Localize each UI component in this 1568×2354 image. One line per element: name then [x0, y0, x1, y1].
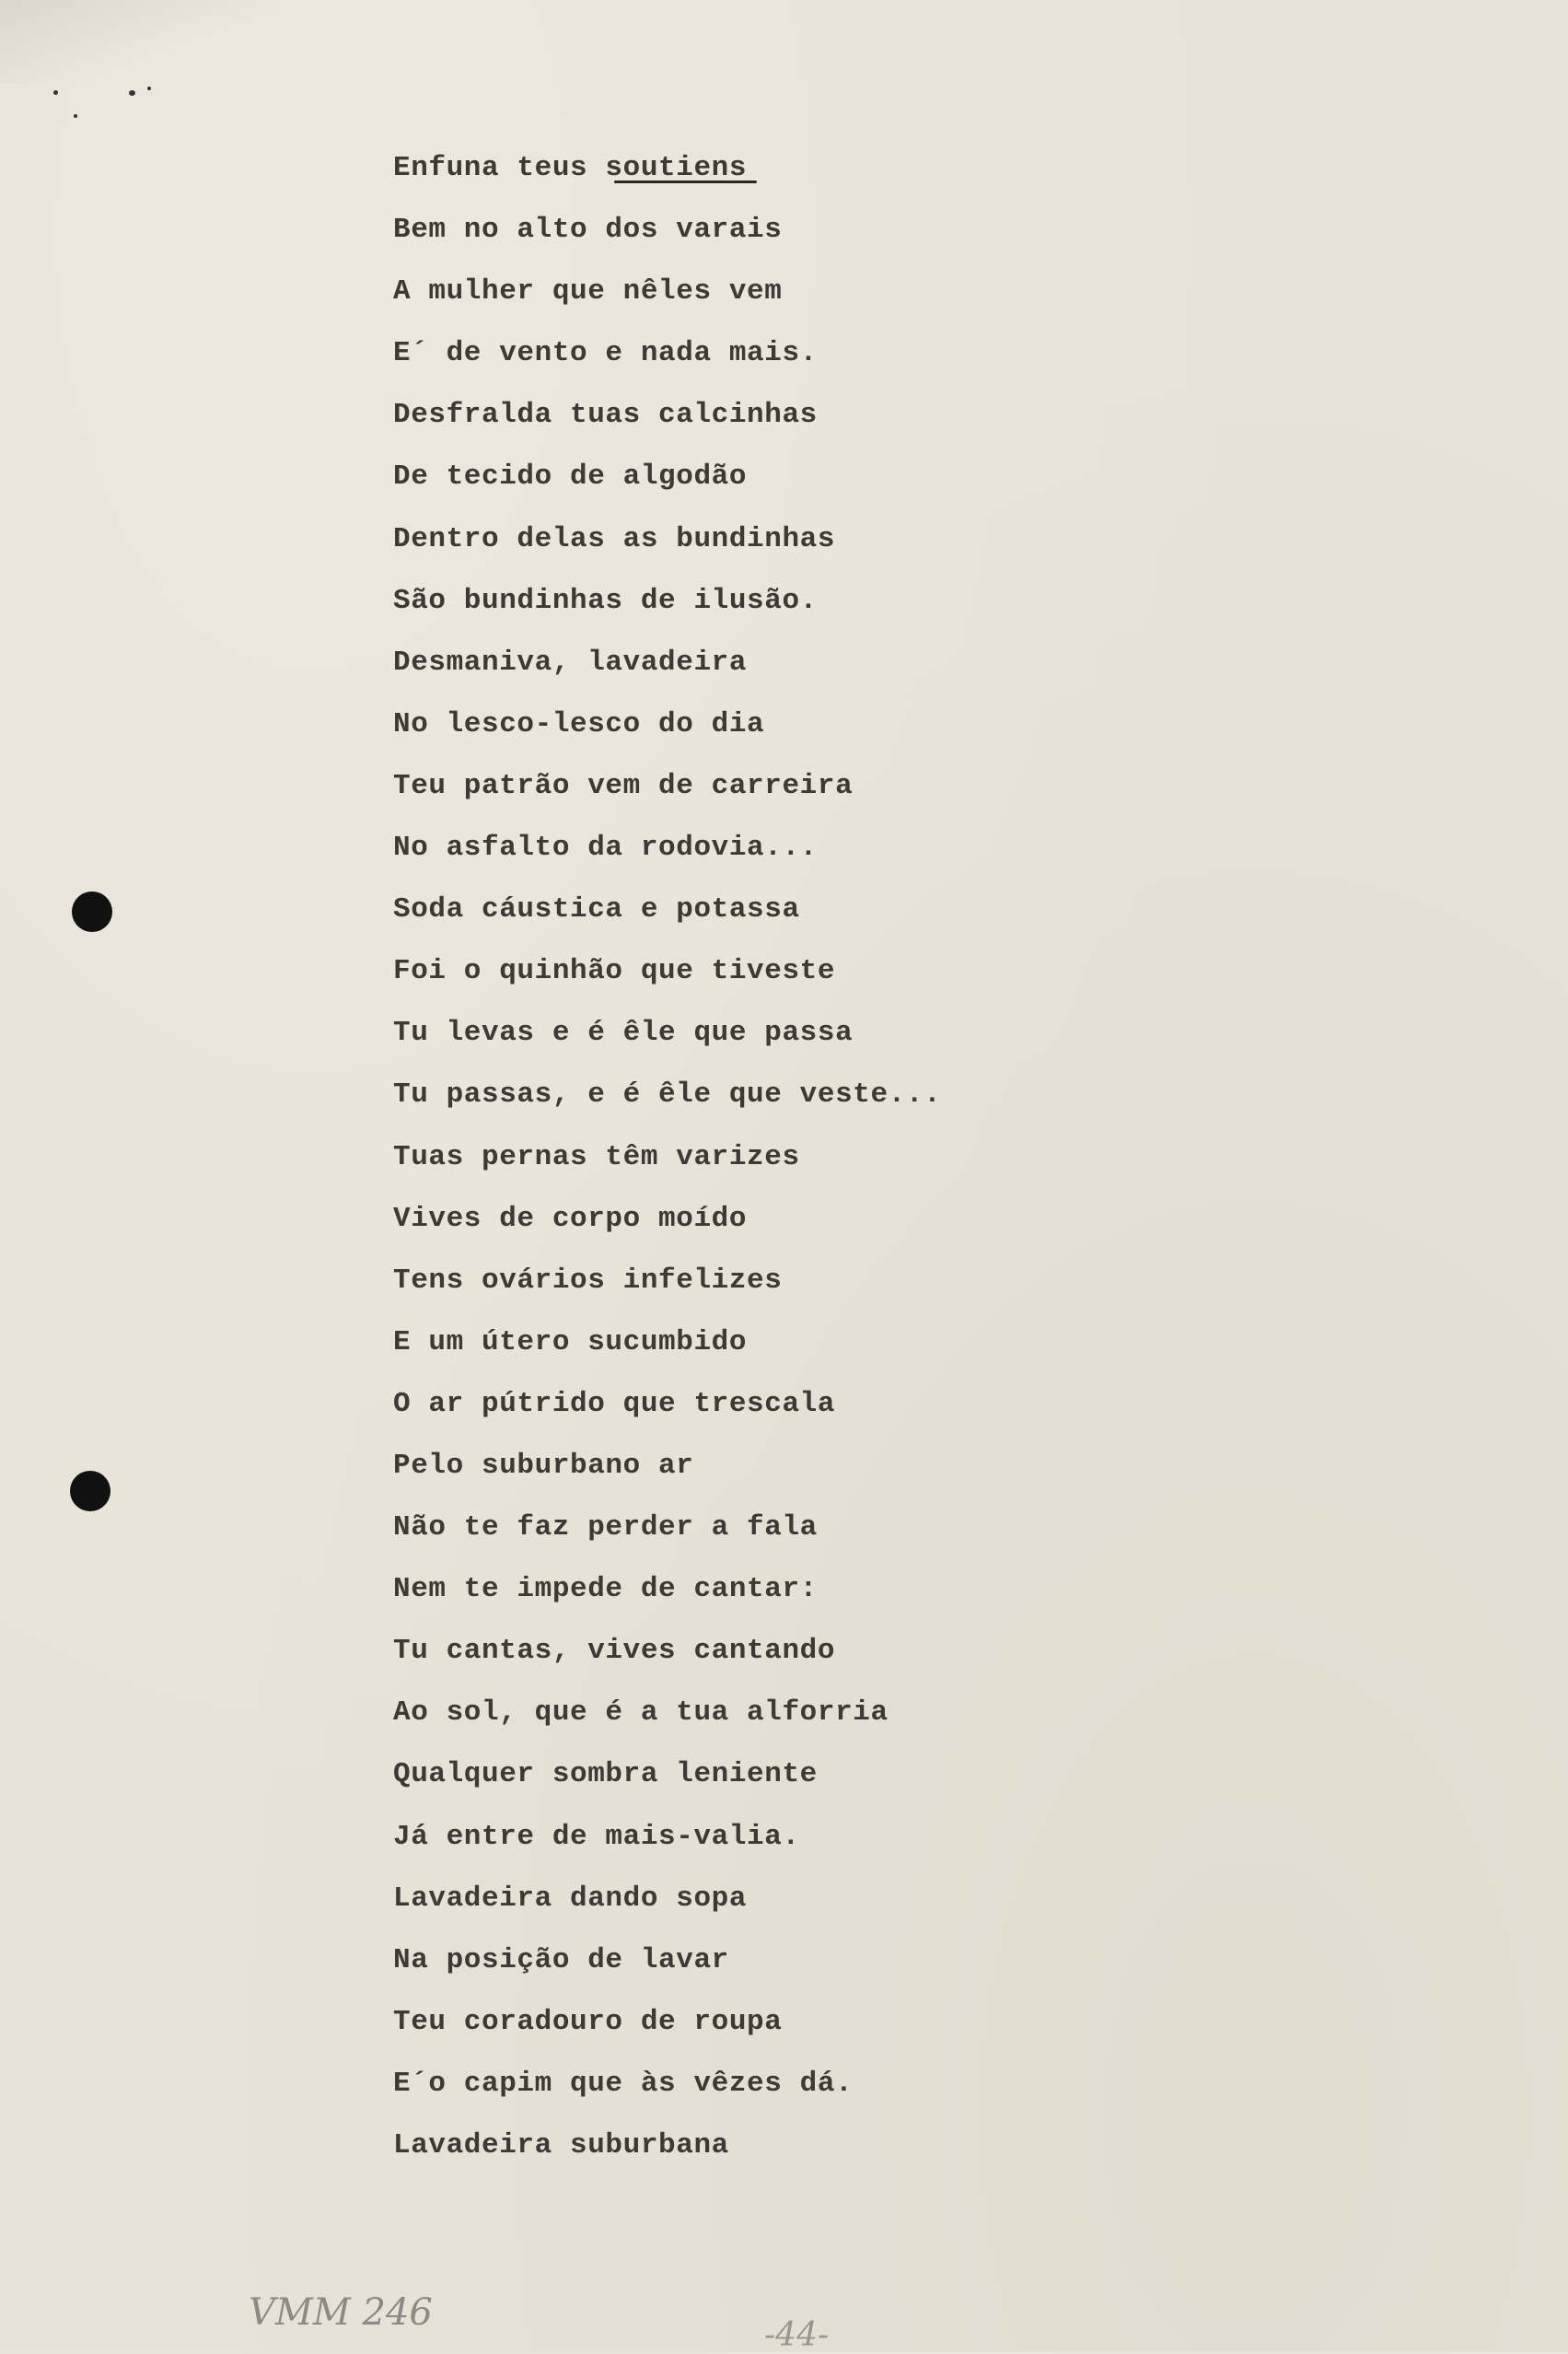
poem-line: A mulher que nêles vem — [393, 275, 783, 309]
poem-line: Soda cáustica e potassa — [393, 893, 800, 926]
poem-line: Lavadeira dando sopa — [393, 1882, 748, 1915]
poem-line: Tuas pernas têm varizes — [393, 1140, 800, 1173]
poem-line: Foi o quinhão que tiveste — [393, 955, 836, 988]
poem-line: Tens ovários infelizes — [393, 1264, 783, 1297]
poem-line: O ar pútrido que trescala — [393, 1387, 836, 1420]
poem-line: Qualquer sombra leniente — [393, 1758, 818, 1791]
pencil-archive-note: VMM 246 — [249, 2291, 433, 2334]
poem-line: E um útero sucumbido — [393, 1325, 748, 1358]
poem-line: Teu patrão vem de carreira — [393, 769, 854, 802]
poem-line: Tu passas, e é êle que veste... — [393, 1078, 942, 1112]
poem-line: Bem no alto dos varais — [393, 214, 783, 247]
pencil-page-number: -44- — [764, 2316, 830, 2354]
poem-line: Dentro delas as bundinhas — [393, 522, 836, 555]
poem-line: Desmaniva, lavadeira — [393, 646, 748, 679]
punch-hole-upper — [72, 891, 112, 932]
poem-line: Tu cantas, vives cantando — [393, 1635, 836, 1668]
poem-line: Já entre de mais-valia. — [393, 1820, 800, 1853]
poem-line: Na posição de lavar — [393, 1943, 729, 1976]
poem-line: Desfralda tuas calcinhas — [393, 399, 818, 432]
poem-line: Teu coradouro de roupa — [393, 2005, 783, 2038]
poem-line: Nem te impede de cantar: — [393, 1573, 818, 1606]
poem-line: Vives de corpo moído — [393, 1202, 748, 1235]
paper-speck — [53, 90, 58, 95]
poem-line: E´o capim que às vêzes dá. — [393, 2067, 854, 2100]
poem-text — [393, 146, 941, 2185]
paper-speck — [129, 90, 135, 96]
poem-line: E´ de vento e nada mais. — [393, 337, 818, 370]
poem-line: Não te faz perder a fala — [393, 1511, 818, 1544]
poem-line: No lesco-lesco do dia — [393, 707, 765, 740]
poem-line: São bundinhas de ilusão. — [393, 584, 818, 617]
paper-speck — [147, 87, 151, 90]
poem-line: Ao sol, que é a tua alforria — [393, 1696, 889, 1730]
punch-hole-lower — [70, 1471, 110, 1511]
paper-speck — [74, 114, 77, 118]
paper-corner-shading — [0, 0, 276, 83]
poem-line: Enfuna teus soutiens — [393, 152, 748, 184]
poem-line: Tu levas e é êle que passa — [393, 1017, 854, 1050]
poem-line: Pelo suburbano ar — [393, 1449, 694, 1482]
poem-line: No asfalto da rodovia... — [393, 832, 818, 865]
poem-line: Lavadeira suburbana — [393, 2129, 729, 2162]
poem-line: De tecido de algodão — [393, 460, 748, 494]
